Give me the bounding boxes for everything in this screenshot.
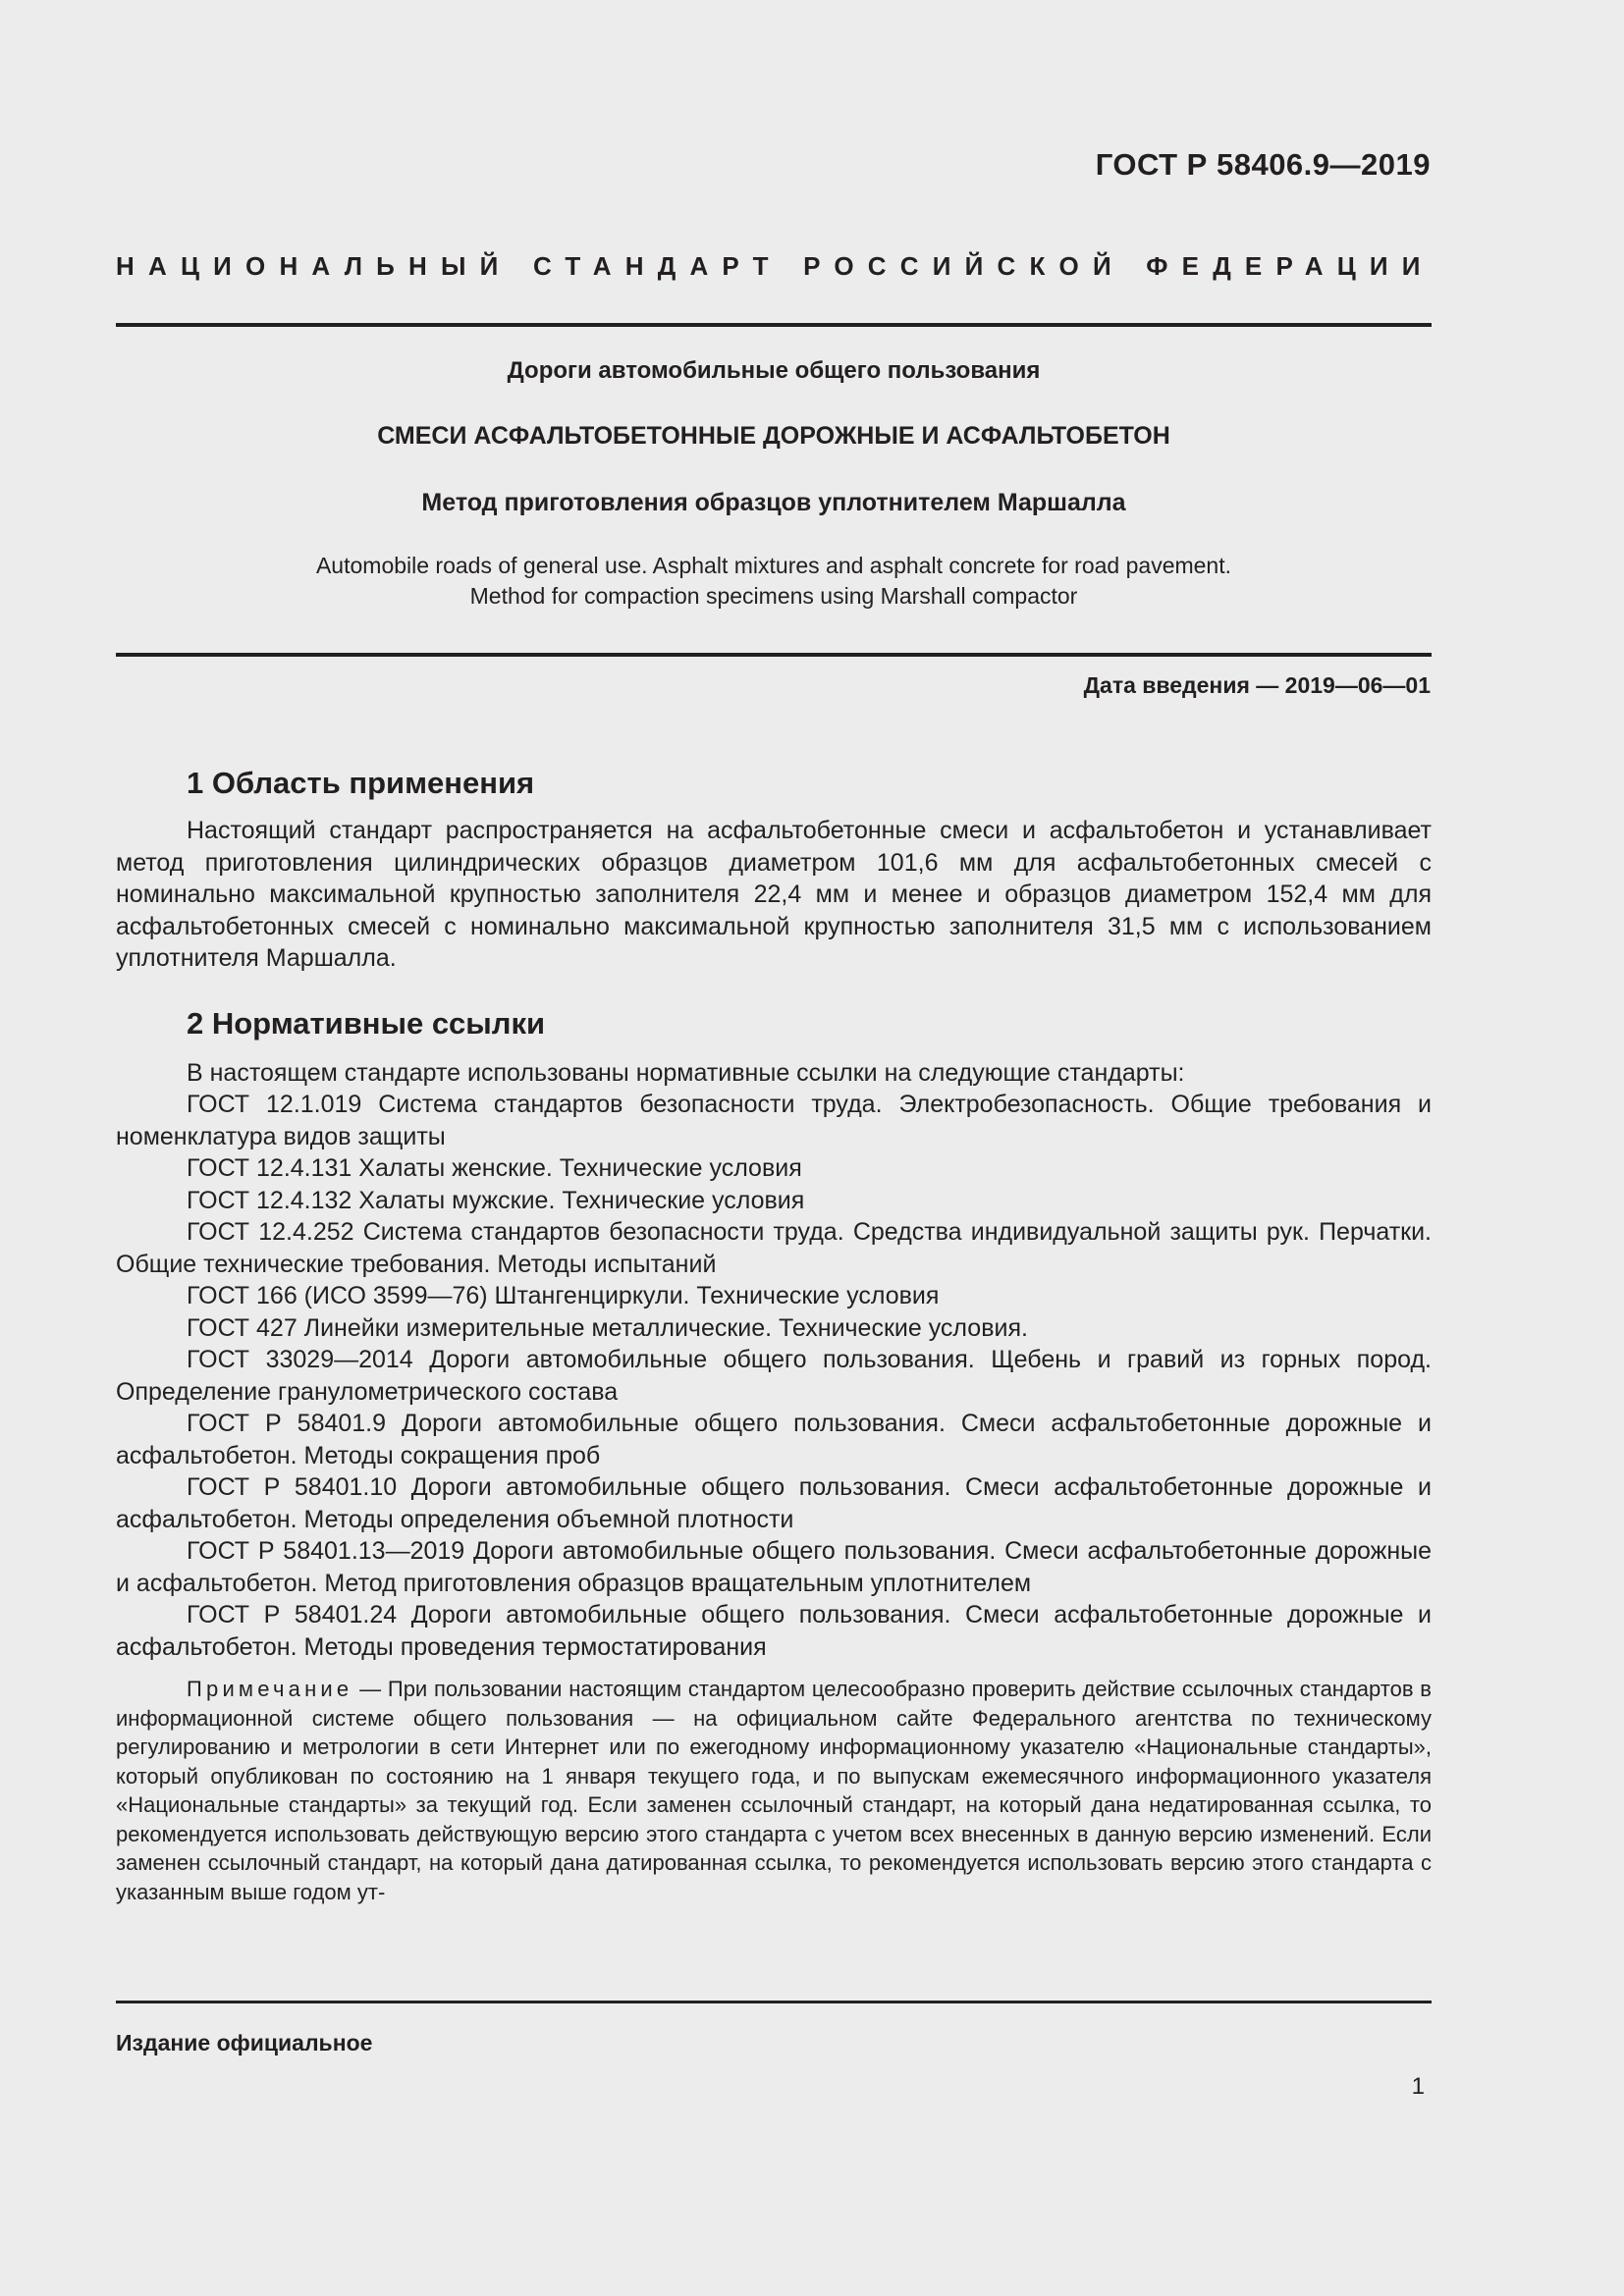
edition-label: Издание официальное	[116, 2030, 373, 2056]
reference-item: ГОСТ 12.4.131 Халаты женские. Технические условия	[187, 1154, 802, 1182]
note-text: — При пользовании настоящим стандартом целесообразно проверить действие ссылочных стандартов в информационной системе общего пользования — на официальном сайте Федерального агентства по техническому регулированию и метрологии в сети Интернет или по ежегодному информационному указателю «Национальные стандарты», который опубликован по состоянию на 1 января текущего года, и по выпускам ежемесячного информационного указателя «Национальные стандарты» за текущий год. Если заменен ссылочный стандарт, на который дана недатированная ссылка, то рекомендуется использовать действующую версию этого стандарта с учетом всех внесенных в данную версию изменений. Если заменен ссылочный стандарт, на который дана датированная ссылка, то рекомендуется использовать версию этого стандарта с указанным выше годом ут-	[116, 1677, 1432, 1904]
document-number: ГОСТ Р 58406.9—2019	[1095, 147, 1431, 182]
reference-item: ГОСТ 427 Линейки измерительные металлические. Технические условия.	[187, 1313, 1028, 1342]
standard-banner: НАЦИОНАЛЬНЫЙ СТАНДАРТ РОССИЙСКОЙ ФЕДЕРАЦИИ	[116, 251, 1435, 281]
reference-item: ГОСТ 12.4.132 Халаты мужские. Технические условия	[187, 1186, 805, 1214]
introduction-date: Дата введения — 2019—06—01	[1083, 672, 1431, 698]
title-english	[116, 551, 1432, 612]
section-1-text: Настоящий стандарт распространяется на асфальтобетонные смеси и асфальтобетон и устанавливает метод приготовления цилиндрических образцов диаметром 101,6 мм для асфальтобетонных смесей с номинально максимальной крупностью заполнителя 22,4 мм и менее и образцов диаметром 152,4 мм для асфальтобетонных смесей с номинально максимальной крупностью заполнителя 31,5 мм с использованием уплотнителя Маршалла.	[116, 817, 1432, 972]
reference-item: ГОСТ 166 (ИСО 3599—76) Штангенциркули. Технические условия	[187, 1282, 940, 1309]
reference-item: ГОСТ 12.4.252 Система стандартов безопасности труда. Средства индивидуальной защиты рук. Перчатки. Общие технические требования. Методы испытаний	[116, 1218, 1432, 1278]
title-english-line-1: Automobile roads of general use. Asphalt mixtures and asphalt concrete for road pavement.	[315, 553, 1232, 578]
title-english-line-2: Method for compaction specimens using Marshall compactor	[469, 583, 1078, 609]
footer-divider	[116, 2001, 1432, 2003]
references-intro: В настоящем стандарте использованы нормативные ссылки на следующие стандарты:	[187, 1058, 1185, 1087]
title-main: СМЕСИ АСФАЛЬТОБЕТОННЫЕ ДОРОЖНЫЕ И АСФАЛЬТОБЕТОН	[377, 422, 1170, 450]
reference-item: ГОСТ 33029—2014 Дороги автомобильные общего пользования. Щебень и гравий из горных пород. Определение гранулометрического состава	[116, 1346, 1432, 1406]
references-note	[116, 1675, 1432, 1906]
reference-item: ГОСТ Р 58401.24 Дороги автомобильные общего пользования. Смеси асфальтобетонные дорожные и асфальтобетон. Методы проведения термостатирования	[116, 1601, 1432, 1661]
title-method: Метод приготовления образцов уплотнителем Маршалла	[421, 489, 1126, 516]
section-2-heading: 2 Нормативные ссылки	[187, 1005, 546, 1041]
reference-item: ГОСТ 12.1.019 Система стандартов безопасности труда. Электробезопасность. Общие требования и номенклатура видов защиты	[116, 1091, 1432, 1150]
title-subtitle: Дороги автомобильные общего пользования	[507, 357, 1041, 384]
references-list	[116, 1057, 1432, 1664]
reference-item: ГОСТ Р 58401.13—2019 Дороги автомобильные общего пользования. Смеси асфальтобетонные дорожные и асфальтобетон. Метод приготовления образцов вращательным уплотнителем	[116, 1537, 1432, 1597]
reference-item: ГОСТ Р 58401.9 Дороги автомобильные общего пользования. Смеси асфальтобетонные дорожные и асфальтобетон. Методы сокращения проб	[116, 1410, 1432, 1469]
document-body	[116, 764, 1432, 1906]
title-divider	[116, 653, 1432, 657]
note-label: Примечание	[187, 1677, 353, 1701]
page-number: 1	[1411, 2073, 1425, 2100]
top-divider	[116, 323, 1432, 327]
section-1-heading: 1 Область применения	[187, 766, 535, 800]
reference-item: ГОСТ Р 58401.10 Дороги автомобильные общего пользования. Смеси асфальтобетонные дорожные и асфальтобетон. Методы определения объемной плотности	[116, 1473, 1432, 1533]
